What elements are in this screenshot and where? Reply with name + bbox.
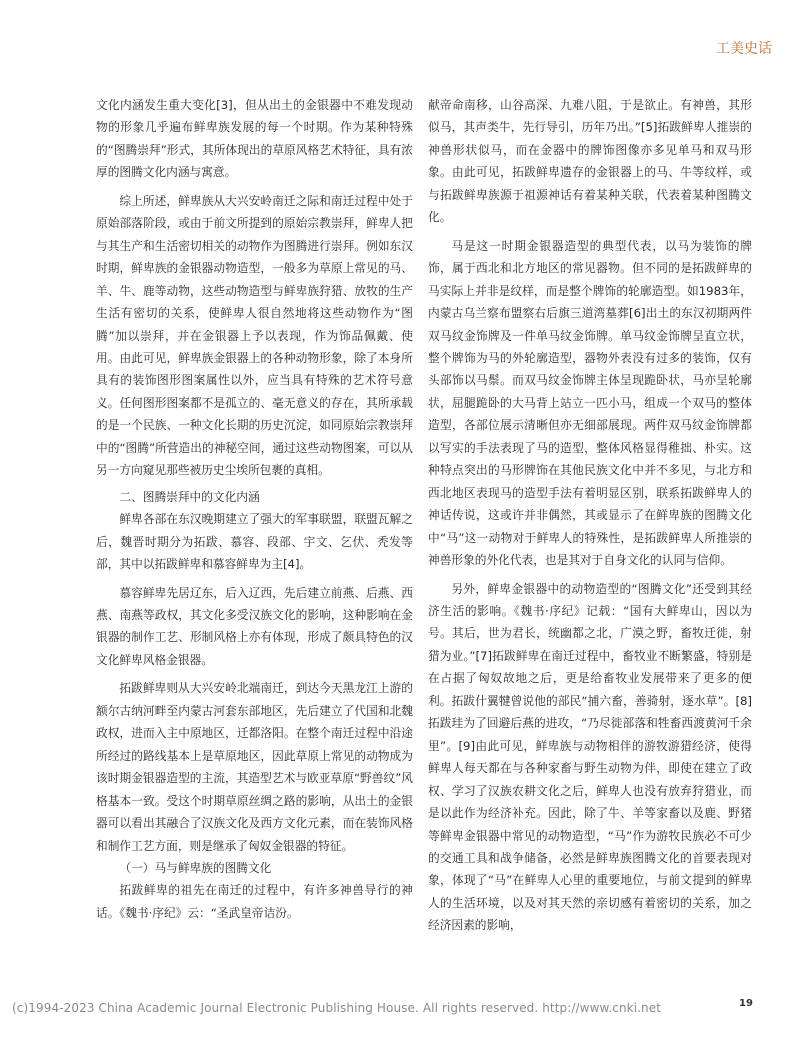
paragraph: 鲜卑各部在东汉晚期建立了强大的军事联盟，联盟瓦解之后，魏晋时期分为拓跋、慕容、段部、宇文、乞伏、秃发等部，其中以拓跋鲜卑和慕容鲜卑为主[4]。 — [96, 512, 413, 572]
paragraph: 慕容鲜卑先居辽东，后入辽西，先后建立前燕、后燕、西燕、南燕等政权，其文化多受汉族文化的影响，这种影响在金银器的制作工艺、形制风格上亦有体现，形成了颇具特色的汉文化鲜卑风格金银器。 — [96, 585, 413, 667]
paragraph: 另外，鲜卑金银器中的动物造型的“图腾文化”还受到其经济生活的影响。《魏书·序纪》记载：“国有大鲜卑山，因以为号。其后，世为君长，统幽都之北，广漠之野，畜牧迁徙，射猎为业。”[7]拓跋鲜卑在南迁过程中，畜牧业不断繁盛，特别是在占据了匈奴故地之后，更是给畜牧业发展带来了更多的便利。拓跋什翼犍曾说他的部民“捕六畜，善骑射，逐水草”。[8]拓跋珪为了回避后燕的进攻，“乃尽徙部落和牲畜西渡黄河千余里”。[9]由此可见，鲜卑族与动物相伴的游牧游猎经济，使得鲜卑人每天都在与各种家畜与野生动物为伴，即使在建立了政权、学习了汉族农耕文化之后，鲜卑人也没有放弃狩猎业，而是以此作为经济补充。因此，除了牛、羊等家畜以及鹿、野猪等鲜卑金银器中常见的动物造型，“马”作为游牧民族必不可少的交通工具和战争储备，必然是鲜卑族图腾文化的首要表现对象，体现了“马”在鲜卑人心里的重要地位，与前文提到的鲜卑人的生活环境，以及对其天然的亲切感有着密切的关系，加之经济因素的影响， — [428, 581, 752, 933]
right-column — [428, 94, 752, 937]
paragraph: 综上所述，鲜卑族从大兴安岭南迁之际和南迁过程中处于原始部落阶段，或由于前文所提到的原始宗教崇拜，鲜卑人把与其生产和生活密切相关的动物作为图腾进行崇拜。例如东汉时期，鲜卑族的金银器动物造型，一般多为草原上常见的马、羊、牛、鹿等动物，这些动物造型与鲜卑族狩猎、放牧的生产生活有密切的关系，使鲜卑人很自然地将这些动物作为“图腾”加以崇拜，并在金银器上予以表现，作为饰品佩戴、使用。由此可见，鲜卑族金银器上的各种动物形象，除了本身所具有的装饰图形图案属性以外，应当具有特殊的艺术符号意义。任何图形图案都不是孤立的、毫无意义的存在，其所承载的是一个民族、一种文化长期的历史沉淀，如同原始宗教崇拜中的“图腾”所营造出的神秘空间，通过这些动物图案，可以从另一方向窥见那些被历史尘埃所包裹的真相。 — [96, 193, 413, 478]
paragraph: 文化内涵发生重大变化[3]，但从出土的金银器中不难发现动物的形象几乎遍布鲜卑族发展的每一个时期。作为某种特殊的“图腾崇拜”形式，其所体现出的草原风格艺术特征，具有浓厚的图腾文化内涵与寓意。 — [96, 98, 413, 180]
section-heading: 二、图腾崇拜中的文化内涵 — [119, 489, 260, 504]
paragraph: 献帝命南移，山谷高深、九难八阻，于是欲止。有神兽，其形似马，其声类牛，先行导引，历年乃出。”[5]拓跋鲜卑人推崇的神兽形状似马，而在金器中的牌饰图像亦多见单马和双马形象。由此可见，拓跋鲜卑遗存的金银器上的马、牛等纹样，或与拓跋鲜卑族源于祖源神话有着某种关联，代表着某种图腾文化。 — [428, 98, 752, 225]
subsection-heading: （一）马与鲜卑族的图腾文化 — [119, 860, 272, 875]
page-number: 19 — [739, 998, 753, 1009]
copyright-footer: (c)1994-2023 China Academic Journal Electronic Publishing House. All rights reserved. http://www.cnki.net — [12, 1001, 662, 1015]
left-column — [96, 94, 413, 924]
section-label: 工美史话 — [716, 41, 772, 57]
paragraph: 拓跋鲜卑的祖先在南迁的过程中，有许多神兽导行的神话。《魏书·序纪》云：“圣武皇帝诘汾。 — [96, 883, 413, 920]
paragraph: 马是这一时期金银器造型的典型代表，以马为装饰的牌饰，属于西北和北方地区的常见器物。但不同的是拓跋鲜卑的马实际上并非是纹样，而是整个牌饰的轮廓造型。如1983年，内蒙古乌兰察布盟察右后旗三道湾墓葬[6]出土的东汉初期两件双马纹金饰牌及一件单马纹金饰牌。单马纹金饰牌呈直立状，整个牌饰为马的外轮廓造型，器物外表没有过多的装饰，仅有头部饰以马鬃。而双马纹金饰牌主体呈现跪卧状，马亦呈轮廓状，屈腿跪卧的大马背上站立一匹小马，组成一个双马的整体造型，各部位展示清晰但亦无细部展现。两件双马纹金饰牌都以写实的手法表现了马的造型，整体风格显得稚拙、朴实。这种特点突出的马形牌饰在其他民族文化中并不多见，与北方和西北地区表现马的造型手法有着明显区别，联系拓跋鲜卑人的神话传说，这或许并非偶然，其或显示了在鲜卑族的图腾文化中“马”这一动物对于鲜卑人的特殊性，是拓跋鲜卑人所推崇的神兽形象的外化代表，也是其对于自身文化的认同与信仰。 — [428, 238, 752, 568]
paragraph: 拓跋鲜卑则从大兴安岭北端南迁，到达今天黑龙江上游的额尔古纳河畔至内蒙古河套东部地区，先后建立了代国和北魏政权，进而入主中原地区，迁都洛阳。在整个南迁过程中沿途所经过的路线基本上是草原地区，因此草原上常见的动物成为该时期金银器造型的主流，其造型艺术与欧亚草原“野兽纹”风格基本一致。受这个时期草原丝绸之路的影响，从出土的金银器可以看出其融合了汉族文化及西方文化元素，而在装饰风格和制作工艺方面，则是继承了匈奴金银器的特征。 — [96, 681, 413, 853]
